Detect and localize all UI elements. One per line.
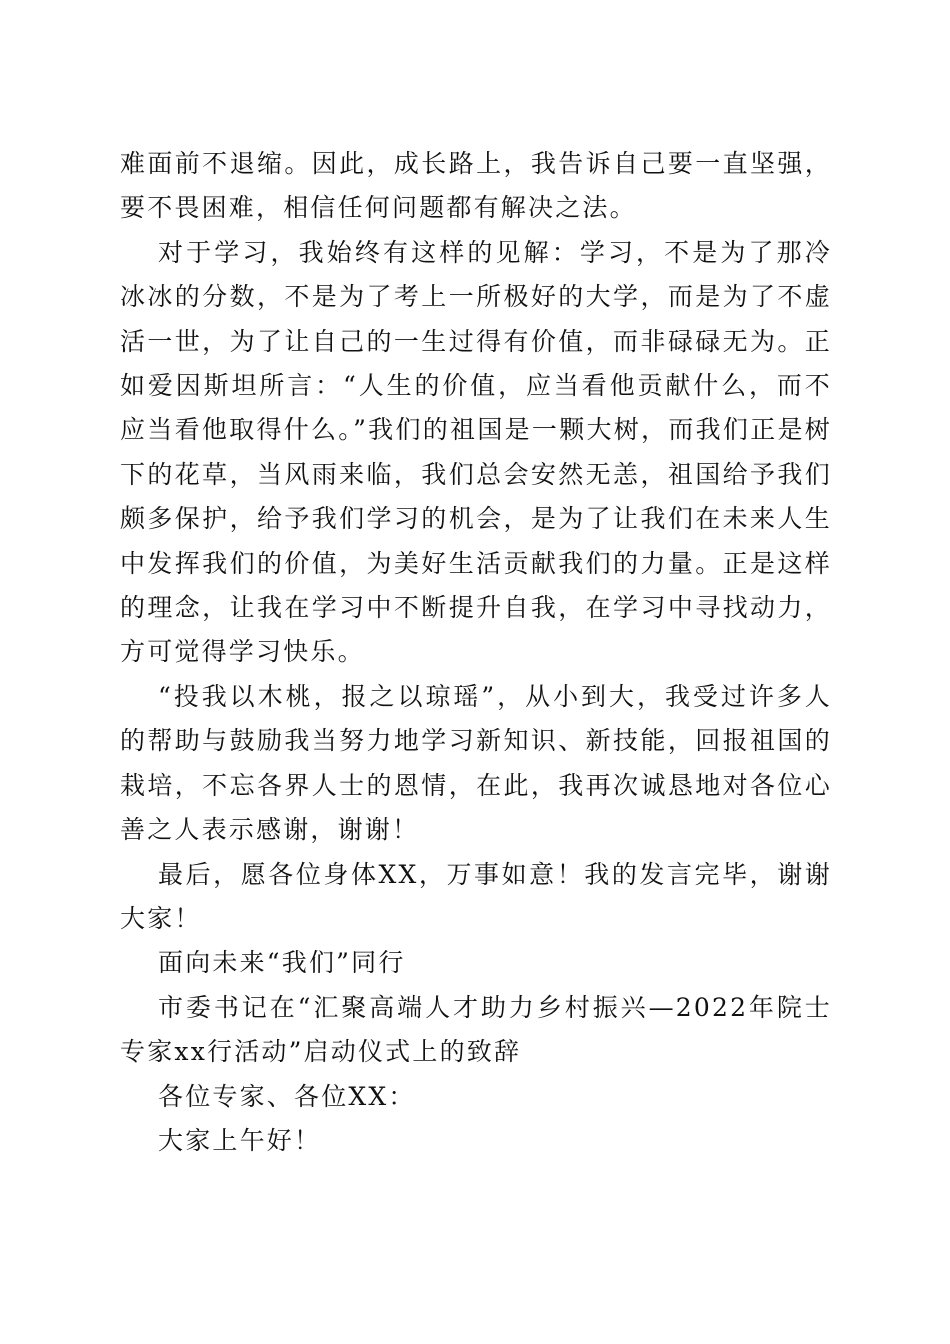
section-title: 面向未来“我们”同行	[158, 948, 406, 978]
paragraph-1: 难面前不退缩。因此，成长路上，我告诉自己要一直坚强，要不畏困难，相信任何问题都有解决之法。	[120, 149, 832, 223]
salutation: 各位专家、各位XX：	[158, 1081, 416, 1111]
greeting: 大家上午好！	[158, 1125, 322, 1155]
paragraph-3: “投我以木桃，报之以琼瑶”，从小到大，我受过许多人的帮助与鼓励我当努力地学习新知识、新技能，回报祖国的栽培，不忘各界人士的恩情，在此，我再次诚恳地对各位心善之人表示感谢，谢谢！	[120, 681, 832, 845]
speech-title: 市委书记在“汇聚高端人才助力乡村振兴—2022年院士专家xx行活动”启动仪式上的致辞	[120, 992, 832, 1067]
paragraph-2: 对于学习，我始终有这样的见解：学习，不是为了那冷冰冰的分数，不是为了考上一所极好的大学，而是为了不虚活一世，为了让自己的一生过得有价值，而非碌碌无为。正如爱因斯坦所言：“人生的价值，应当看他贡献什么，而不应当看他取得什么。”我们的祖国是一颗大树，而我们正是树下的花草，当风雨来临，我们总会安然无恙，祖国给予我们颇多保护，给予我们学习的机会，是为了让我们在未来人生中发挥我们的价值，为美好生活贡献我们的力量。正是这样的理念，让我在学习中不断提升自我，在学习中寻找动力，方可觉得学习快乐。	[120, 237, 832, 667]
paragraph-4: 最后，愿各位身体XX，万事如意！我的发言完毕，谢谢大家！	[120, 859, 832, 933]
document-body	[120, 142, 832, 1163]
